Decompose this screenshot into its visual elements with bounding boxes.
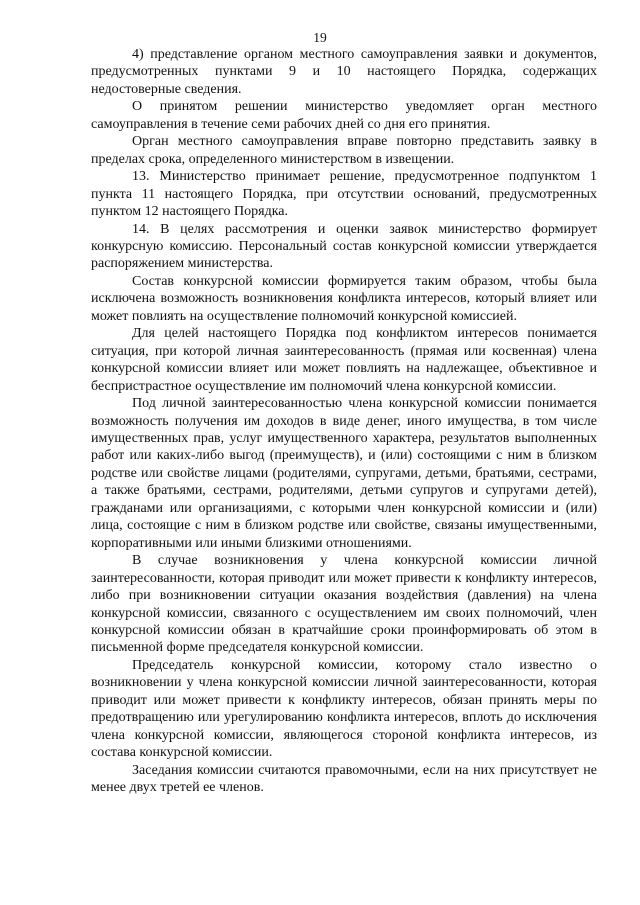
paragraph-resubmission: Орган местного самоуправления вправе повторно представить заявку в пределах срока, определенного министерством в извещении. bbox=[91, 134, 597, 167]
paragraph-conflict-definition: Для целей настоящего Порядка под конфликтом интересов понимается ситуация, при которой личная заинтересованность (прямая или косвенная) члена конкурсной комиссии влияет или может повлиять на надлежащее, объективное и беспристрастное осуществление им полномочий члена конкурсной комиссии. bbox=[91, 326, 597, 394]
paragraph-personal-interest: Под личной заинтересованностью члена конкурсной комиссии понимается возможность получения им доходов в виде денег, иного имущества, в том числе имущественных прав, услуг имущественного характера, результатов выполненных работ или каких-либо выгод (преимуществ), и (или) состоящими с ним в близком родстве или свойстве лицами (родителями, супругами, детьми, братьями, сестрами, а также братьями, сестрами, родителями, детьми супругов и супругами детей), гражданами или организациями, с которыми член конкурсной комиссии и (или) лица, состоящие с ним в близком родстве или свойстве, связаны имущественными, корпоративными или иными близкими отношениями. bbox=[91, 396, 597, 551]
page-number: 19 bbox=[313, 30, 327, 45]
paragraph-quorum: Заседания комиссии считаются правомочными, если на них присутствует не менее двух третей ее членов. bbox=[91, 762, 597, 796]
paragraph-clause-14: 14. В целях рассмотрения и оценки заявок министерство формирует конкурсную комиссию. Персональный состав конкурсной комиссии утверждается распоряжением министерства. bbox=[91, 221, 597, 272]
document-body bbox=[91, 46, 597, 796]
paragraph-member-obligation: В случае возникновения у члена конкурсной комиссии личной заинтересованности, которая приводит или может привести к конфликту интересов, либо при возникновении ситуации оказания воздействия (давления) на члена конкурсной комиссии, связанного с осуществлением им своих полномочий, член конкурсной комиссии обязан в кратчайшие сроки проинформировать об этом в письменной форме председателя конкурсной комиссии. bbox=[91, 553, 597, 656]
paragraph-item-4-conditions: 4) представление органом местного самоуправления заявки и документов, предусмотренных пунктами 9 и 10 настоящего Порядка, содержащих недостоверные сведения. bbox=[91, 47, 597, 97]
paragraph-chair-measures: Председатель конкурсной комиссии, которому стало известно о возникновении у члена конкурсной комиссии личной заинтересованности, которая приводит или может привести к конфликту интересов, обязан принять меры по предотвращению или урегулированию конфликта интересов, вплоть до исключения члена конкурсной комиссии, являющегося стороной конфликта интересов, из состава конкурсной комиссии. bbox=[91, 657, 597, 761]
paragraph-commission-composition: Состав конкурсной комиссии формируется таким образом, чтобы была исключена возможность возникновения конфликта интересов, который влияет или может повлиять на осуществление полномочий конкурсной комиссией. bbox=[91, 273, 597, 324]
paragraph-decision-notice: О принятом решении министерство уведомляет орган местного самоуправления в течение семи рабочих дней со дня его принятия. bbox=[91, 99, 597, 132]
paragraph-clause-13: 13. Министерство принимает решение, предусмотренное подпунктом 1 пункта 11 настоящего Порядка, при отсутствии оснований, предусмотренных пунктом 12 настоящего Порядка. bbox=[91, 169, 597, 220]
